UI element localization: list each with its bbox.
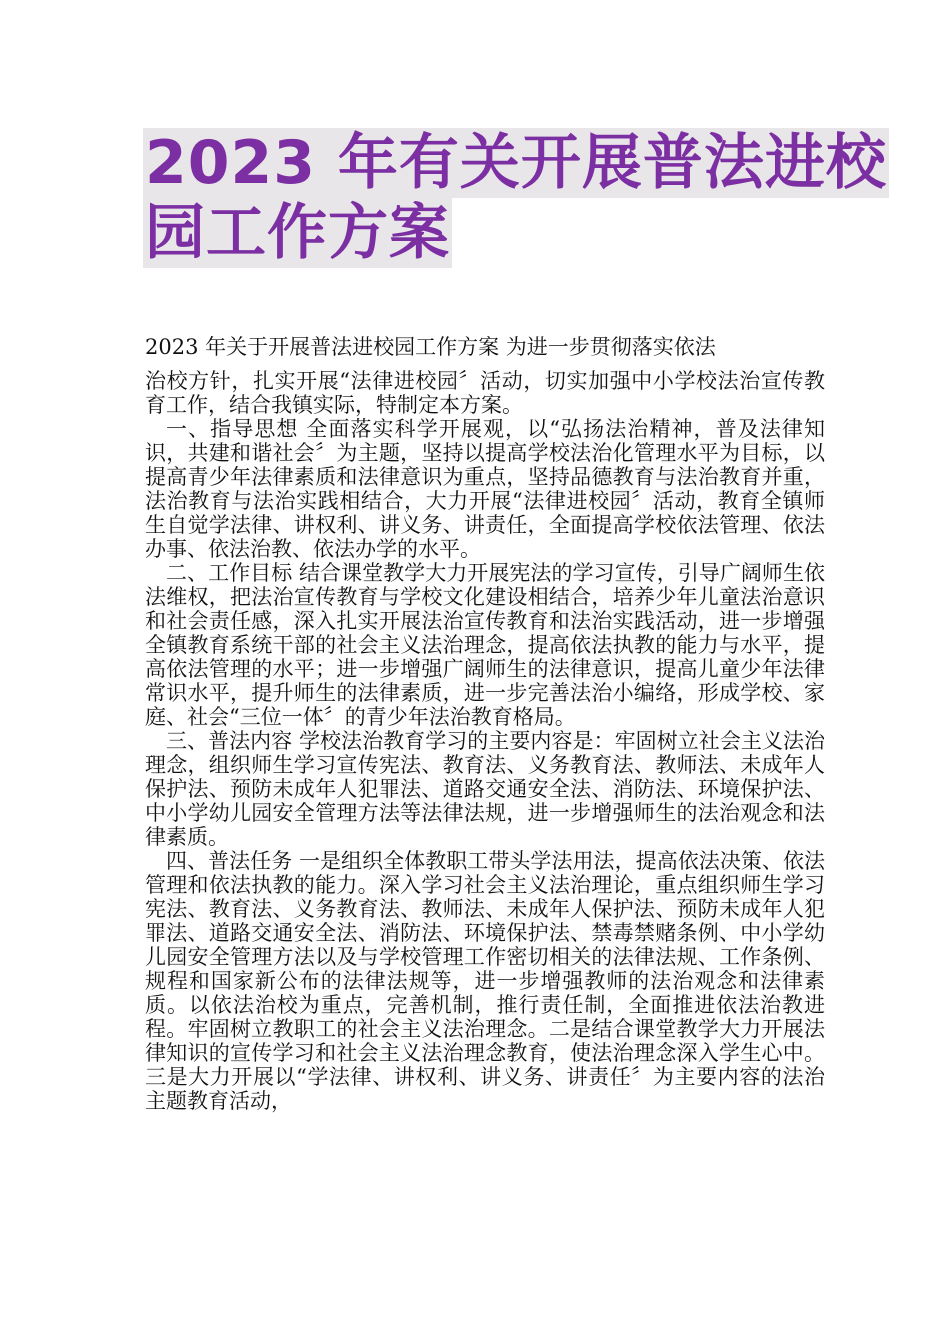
paragraph-content: 三、普法内容 学校法治教育学习的主要内容是：牢固树立社会主义法治理念，组织师生学习宣传宪法、教育法、义务教育法、教师法、未成年人保护法、预防未成年人犯罪法、道路交通安全法、消防法、环境保护法、中小学幼儿园安全管理方法等法律法规，进一步增强师生的法治观念和法律素质。	[145, 729, 825, 849]
paragraph-guiding-ideology: 一、指导思想 全面落实科学开展观，以“弘扬法治精神，普及法律知识，共建和谐社会〞为主题，坚持以提高学校法治化管理水平为目标，以提高青少年法律素质和法律意识为重点，坚持品德教育与法治教育并重，法治教育与法治实践相结合，大力开展“法律进校园〞活动，教育全镇师生自觉学法律、讲权利、讲义务、讲责任，全面提高学校依法管理、依法办事、依法治教、依法办学的水平。	[145, 417, 825, 561]
document-body	[145, 335, 825, 1113]
paragraph-tasks: 四、普法任务 一是组织全体教职工带头学法用法，提高依法决策、依法管理和依法执教的能力。深入学习社会主义法治理论，重点组织师生学习宪法、教育法、义务教育法、教师法、未成年人保护法、预防未成年人犯罪法、道路交通安全法、消防法、环境保护法、禁毒禁赌条例、中小学幼儿园安全管理方法以及与学校管理工作密切相关的法律法规、工作条例、规程和国家新公布的法律法规等，进一步增强教师的法治观念和法律素质。以依法治校为重点，完善机制，推行责任制，全面推进依法治教进程。牢固树立教职工的社会主义法治理念。二是结合课堂教学大力开展法律知识的宣传学习和社会主义法治理念教育，使法治理念深入学生心中。三是大力开展以“学法律、讲权利、讲义务、讲责任〞为主要内容的法治主题教育活动，	[145, 849, 825, 1113]
title-line-1: 2023 年有关开展普法进校	[145, 128, 887, 198]
document-title	[143, 128, 887, 268]
paragraph-work-goals: 二、工作目标 结合课堂教学大力开展宪法的学习宣传，引导广阔师生依法维权，把法治宣传教育与学校文化建设相结合，培养少年儿童法治意识和社会责任感，深入扎实开展法治宣传教育和法治实践活动，进一步增强全镇教育系统干部的社会主义法治理念，提高依法执教的能力与水平，提高依法管理的水平；进一步增强广阔师生的法律意识，提高儿童少年法律常识水平，提升师生的法律素质，进一步完善法治小编络，形成学校、家庭、社会“三位一体〞的青少年法治教育格局。	[145, 561, 825, 729]
intro-line: 2023 年关于开展普法进校园工作方案 为进一步贯彻落实依法	[145, 335, 716, 359]
title-line-2: 园工作方案	[145, 198, 450, 268]
paragraph-intro-continued: 治校方针，扎实开展“法律进校园〞活动，切实加强中小学校法治宣传教育工作，结合我镇实际，特制定本方案。	[145, 369, 825, 417]
